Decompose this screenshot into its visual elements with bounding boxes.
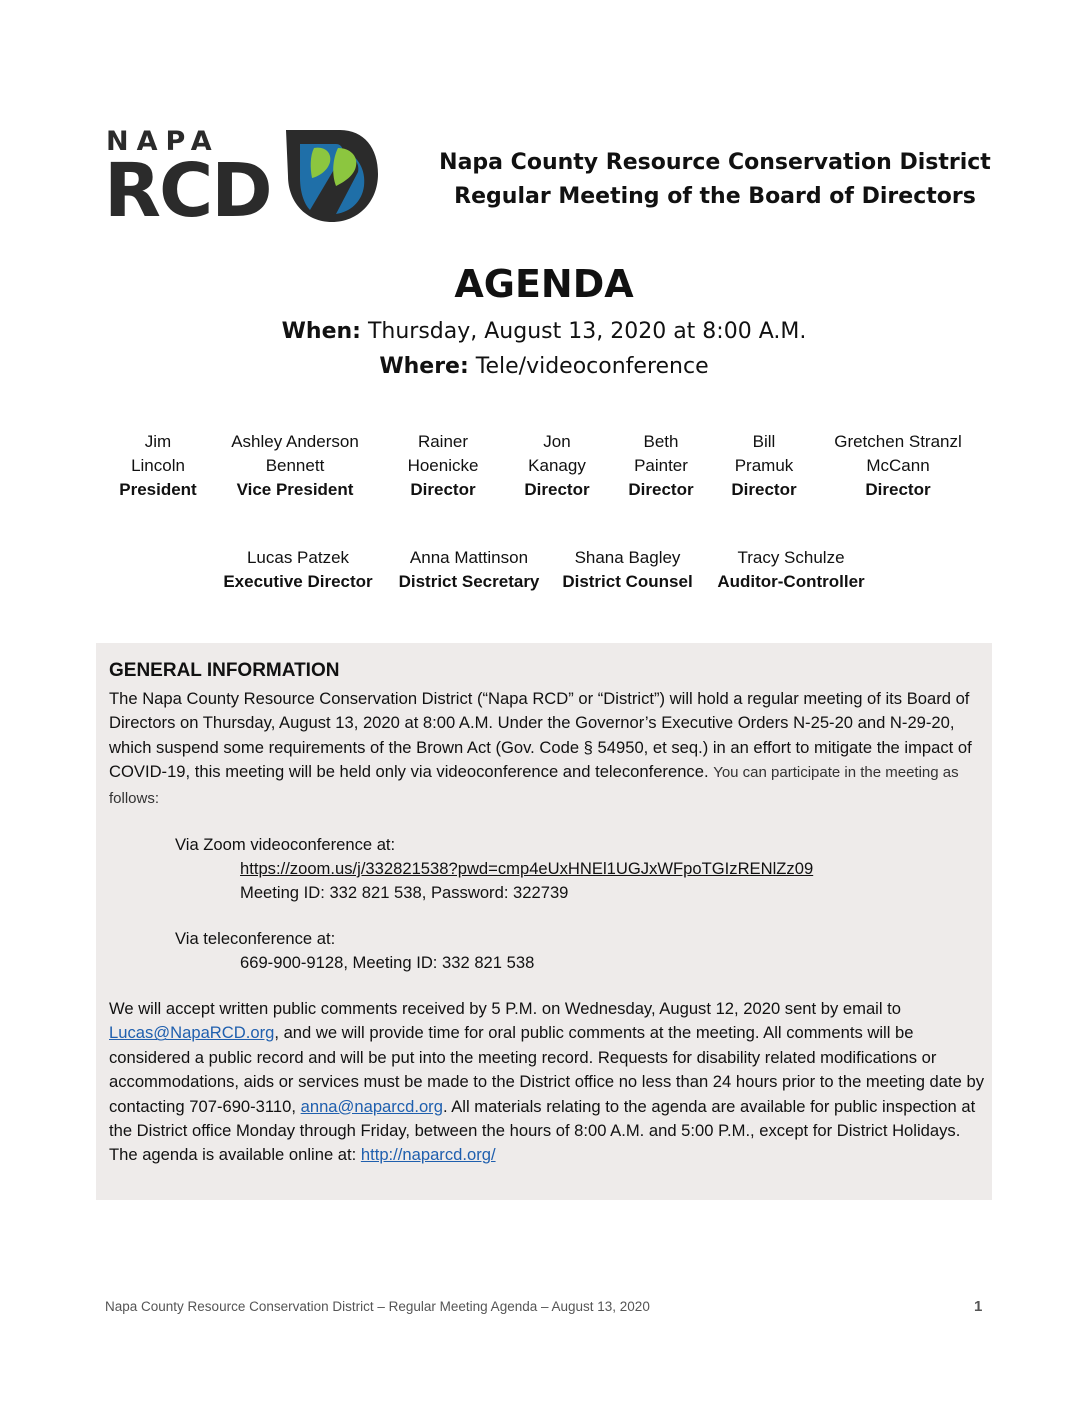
intro-paragraph — [109, 687, 984, 811]
comments-email-link[interactable]: Lucas@NapaRCD.org — [109, 1023, 275, 1043]
when-value: Thursday, August 13, 2020 at 8:00 A.M. — [367, 319, 807, 344]
page-footer: Napa County Resource Conservation District – Regular Meeting Agenda – August 13, 2020 — [105, 1299, 650, 1314]
board-member: Rainer Hoenicke Director — [407, 432, 479, 499]
staff-member: Lucas Patzek Executive Director — [223, 548, 373, 591]
board-member: Jim Lincoln President — [119, 432, 197, 499]
comments-text-3: . All materials relating to the agenda are available for public inspection at the District office Monday through Friday, between the hours of 8:00 A.M. and 5:00 P.M., except for District Holidays. The agenda is available online at: — [109, 1096, 976, 1165]
comments-text-2: , and we will provide time for oral public comments at the meeting. All comments will be considered a public record and will be put into the meeting record. Requests for disability related modifications or accommodations, aids or services must be made to the District office no less than 24 hours prior to the meeting date by contacting 707-690-3110, — [109, 1023, 984, 1116]
general-info-heading: GENERAL INFORMATION — [109, 660, 340, 681]
logo-napa-text: NAPA — [106, 126, 220, 157]
zoom-link[interactable]: https://zoom.us/j/332821538?pwd=cmp4eUxHNEl1UGJxWFpoTGIzRENlZz09 — [240, 859, 814, 878]
comments-paragraph — [109, 997, 984, 1168]
where-line — [0, 349, 1088, 384]
website-link[interactable]: http://naparcd.org/ — [360, 1145, 496, 1165]
zoom-meeting-info: Meeting ID: 332 821 538, Password: 322739 — [240, 883, 569, 902]
intro-tail: You can participate in the meeting as follows: — [109, 764, 959, 807]
where-value: Tele/videoconference — [475, 354, 709, 379]
board-member: Beth Painter Director — [628, 432, 694, 499]
org-title — [430, 146, 1000, 214]
board-member: Ashley Anderson Bennett Vice President — [231, 432, 359, 499]
zoom-label: Via Zoom videoconference at: — [175, 835, 396, 854]
comments-text-1: We will accept written public comments received by 5 P.M. on Wednesday, August 12, 2020 sent by email to — [109, 999, 901, 1018]
contact-email-link[interactable]: anna@naparcd.org — [300, 1096, 443, 1116]
org-name: Napa County Resource Conservation District — [439, 150, 991, 175]
board-member: Bill Pramuk Director — [731, 432, 797, 499]
agenda-title: AGENDA — [454, 262, 634, 306]
meeting-type: Regular Meeting of the Board of Directors — [454, 184, 976, 209]
where-label: Where: — [379, 354, 469, 379]
when-where-block — [0, 314, 1088, 384]
staff-member: Anna Mattinson District Secretary — [398, 548, 540, 591]
logo-rcd-text: RCD — [104, 148, 271, 234]
tele-number: 669-900-9128, Meeting ID: 332 821 538 — [240, 953, 535, 972]
when-line — [0, 314, 1088, 349]
napa-rcd-logo — [104, 126, 384, 234]
tele-label: Via teleconference at: — [175, 929, 336, 948]
staff-member: Tracy Schulze Auditor-Controller — [717, 548, 865, 591]
board-member: Jon Kanagy Director — [524, 432, 590, 499]
when-label: When: — [281, 319, 361, 344]
intro-text: The Napa County Resource Conservation District (“Napa RCD” or “District”) will hold a regular meeting of its Board of Directors on Thursday, August 13, 2020 at 8:00 A.M. Under the Governor’s Executive Orders N-25-20 and N-29-20, which suspend some requirements of the Brown Act (Gov. Code § 54950, et seq.) in an effort to mitigate the impact of COVID-19, this meeting will be held only via videoconference and teleconference. — [109, 689, 972, 782]
page-number: 1 — [974, 1298, 983, 1315]
staff-member: Shana Bagley District Counsel — [562, 548, 693, 591]
board-member: Gretchen Stranzl McCann Director — [834, 432, 962, 499]
leaf-drop-icon — [280, 126, 380, 224]
